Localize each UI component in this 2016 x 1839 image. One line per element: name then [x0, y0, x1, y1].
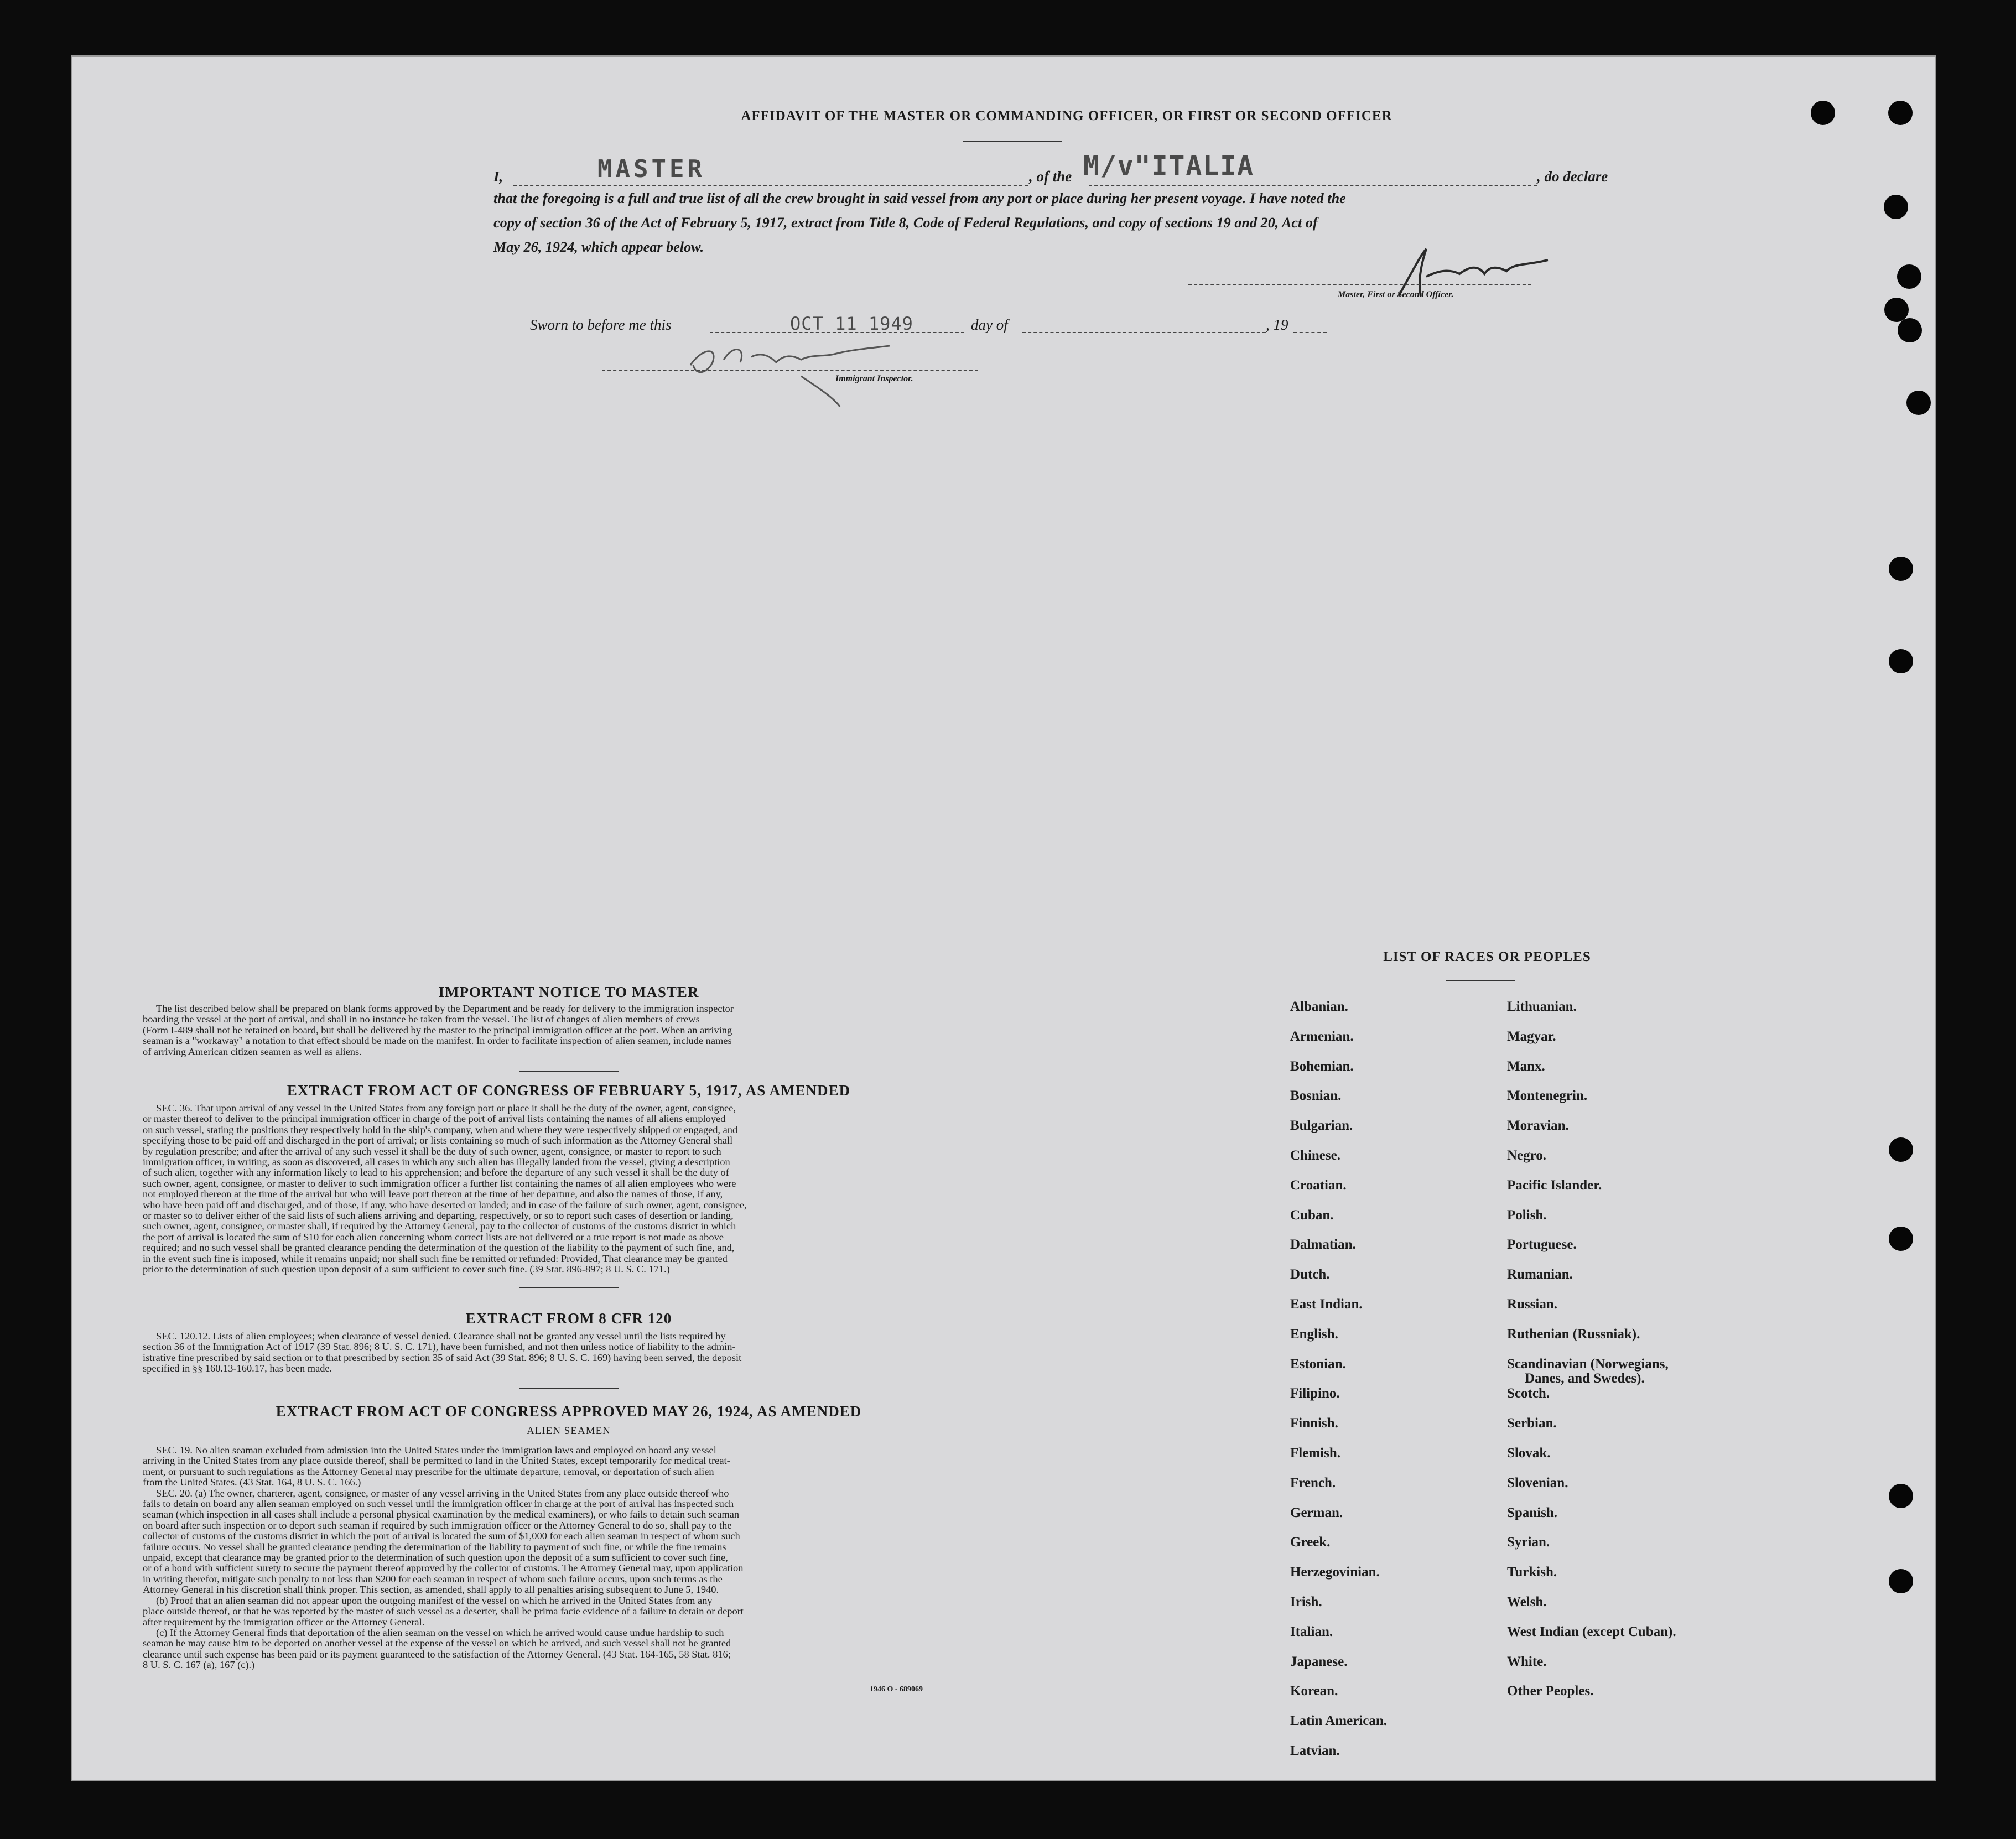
extract-cfr-title: EXTRACT FROM 8 CFR 120	[465, 1310, 672, 1327]
punch-hole	[1889, 1569, 1913, 1593]
race-item: Japanese.	[1290, 1654, 1348, 1669]
year-label: , 19	[1266, 316, 1288, 333]
extract-1917-title: EXTRACT FROM ACT OF CONGRESS OF FEBRUARY 5, 1917, AS AMENDED	[287, 1082, 851, 1099]
extract-1924-title: EXTRACT FROM ACT OF CONGRESS APPROVED MAY 26, 1924, AS AMENDED	[276, 1403, 862, 1420]
signature-caption: Master, First or Second Officer.	[1338, 290, 1454, 299]
notice-text	[143, 1004, 995, 1057]
race-item: Flemish.	[1290, 1446, 1340, 1461]
declaration-line: copy of section 36 of the Act of February 5, 1917, extract from Title 8, Code of Federal Regulations, and copy of sections 19 and 20, Act of	[493, 215, 1318, 231]
text-line: from the United States. (43 Stat. 164, 8 U. S. C. 166.)	[143, 1477, 361, 1488]
races-title: LIST OF RACES OR PEOPLES	[1383, 949, 1591, 964]
race-item: Moravian.	[1507, 1118, 1569, 1134]
i-label: I,	[493, 168, 503, 185]
text-line: The list described below shall be prepared on blank forms approved by the Department and be ready for delivery to the immigration inspector	[156, 1003, 734, 1014]
race-item: Dutch.	[1290, 1267, 1330, 1282]
text-line: (Form I-489 shall not be retained on board, but shall be delivered by the master to the principal immigration officer at the port. When an arriving	[143, 1024, 732, 1036]
text-line: Attorney General in his discretion shall think proper. This section, as amended, shall apply to all penalties arising subsequent to June 5, 1940.	[143, 1584, 719, 1596]
divider	[519, 1388, 619, 1389]
race-item: Filipino.	[1290, 1386, 1340, 1401]
race-item: Russian.	[1507, 1297, 1558, 1312]
text-line: who have been paid off and discharged, and of those, if any, who have deserted or landed; and in case of the failure of such owner, agent, consignee,	[143, 1199, 747, 1211]
text-line: or master so to deliver either of the said lists of such aliens arriving and departing, respectively, or so to report such cases of desertion or landing,	[143, 1210, 734, 1222]
race-item: Slovak.	[1507, 1446, 1551, 1461]
text-line: seaman he may cause him to be deported on another vessel at the expense of the vessel on which he arrived, and such vessel shall not be granted	[143, 1638, 731, 1649]
name-line	[513, 185, 1028, 186]
sworn-label: Sworn to before me this	[530, 316, 672, 333]
text-line: SEC. 36. That upon arrival of any vessel in the United States from any foreign port or place it shall be the duty of the owner, agent, consignee,	[156, 1103, 736, 1114]
punch-hole	[1897, 264, 1921, 289]
divider	[1446, 980, 1515, 981]
signature-line	[1188, 284, 1531, 285]
punch-hole	[1889, 1227, 1913, 1251]
text-line: seaman is a "workaway" a notation to that effect should be made on the manifest. In order to facilitate inspection of alien seamen, include names	[143, 1035, 732, 1047]
race-item: Bosnian.	[1290, 1088, 1342, 1104]
race-item: Latvian.	[1290, 1743, 1340, 1758]
text-line: place outside thereof, or that he was reported by the master of such vessel as a deserter, shall be prima facie evidence of a failure to detain or deport	[143, 1606, 744, 1617]
text-line: failure occurs. No vessel shall be granted clearance pending the determination of the liability to payment of such fine, or while the fine remains	[143, 1541, 726, 1552]
race-item: Greek.	[1290, 1535, 1331, 1550]
vessel-line	[1089, 185, 1537, 186]
declaration-line: May 26, 1924, which appear below.	[493, 239, 704, 255]
month-line	[1022, 332, 1266, 333]
text-line: seaman (which inspection in all cases shall include a personal physical examination by the medical examiners), or who fails to detain such seaman	[143, 1509, 740, 1520]
race-item: German.	[1290, 1505, 1343, 1520]
race-item: Croatian.	[1290, 1177, 1347, 1193]
race-item: Danes, and Swedes).	[1525, 1370, 1645, 1386]
inspector-caption: Immigrant Inspector.	[835, 374, 913, 383]
punch-hole	[1889, 649, 1913, 673]
text-line: boarding the vessel at the port of arrival, and shall in no instance be taken from the vessel. The list of changes of alien members of crews	[143, 1014, 700, 1025]
race-item: Ruthenian (Russniak).	[1507, 1326, 1640, 1342]
text-line: in writing therefor, mitigate such penalty to not less than $200 for each seaman in respect of whom such failure occurs, upon such terms as the	[143, 1573, 723, 1585]
race-item: Albanian.	[1290, 999, 1348, 1014]
text-line: unpaid, except that clearance may be granted prior to the determination of such question upon the deposit of a sum sufficient to cover such fine,	[143, 1552, 728, 1563]
text-line: such owner, agent, consignee, or master to deliver to such immigration officer a further list containing the names of all alien employees who were	[143, 1177, 736, 1189]
text-line: or master thereof to deliver to the principal immigration officer in charge of the port of arrival lists containing the names of all aliens employed	[143, 1113, 726, 1125]
text-line: or of a bond with sufficient surety to secure the payment thereof approved by the collector of customs. The Attorney General may, upon application	[143, 1562, 744, 1574]
inspector-signature	[674, 332, 939, 409]
text-line: fails to detain on board any alien seaman employed on such vessel until the immigration officer in charge at the port of arrival has inspected such	[143, 1498, 734, 1510]
text-line: required; and no such vessel shall be granted clearance pending the determination of the question of the liability to the payment of such fine, and,	[143, 1242, 735, 1254]
notice-title: IMPORTANT NOTICE TO MASTER	[438, 984, 699, 1000]
punch-hole	[1884, 195, 1908, 219]
race-item: Bohemian.	[1290, 1058, 1354, 1074]
master-stamp: MASTER	[597, 155, 705, 183]
race-item: Lithuanian.	[1507, 999, 1577, 1014]
race-item: East Indian.	[1290, 1297, 1363, 1312]
race-item: Irish.	[1290, 1594, 1322, 1609]
document-page	[71, 55, 1936, 1781]
date-stamp: OCT 11 1949	[790, 313, 913, 334]
race-item: Portuguese.	[1507, 1237, 1577, 1253]
text-line: on such vessel, stating the positions they respectively hold in the ship's company, when and where they were respectively shipped or engaged, and	[143, 1124, 738, 1135]
race-item: Slovenian.	[1507, 1475, 1568, 1490]
race-item: White.	[1507, 1654, 1547, 1669]
text-line: specified in §§ 160.13-160.17, has been made.	[143, 1363, 332, 1374]
text-line: the port of arrival is located the sum of $10 for each alien concerning whom correct lists are not delivered or a true report is not made as above	[143, 1231, 724, 1243]
extract-1924-text	[143, 1445, 995, 1671]
race-item: Syrian.	[1507, 1535, 1550, 1550]
race-item: Polish.	[1507, 1207, 1547, 1223]
punch-hole	[1906, 391, 1931, 415]
race-item: Herzegovinian.	[1290, 1565, 1380, 1580]
text-line: specifying those to be paid off and discharged in the port of arrival; or lists containing so much of such information as the Attorney General shall	[143, 1135, 733, 1146]
extract-1917-text	[143, 1103, 995, 1275]
text-line: of arriving American citizen seamen as well as aliens.	[143, 1046, 362, 1057]
text-line: after requirement by the immigration officer or the Attorney General.	[143, 1616, 425, 1628]
race-item: Manx.	[1507, 1058, 1545, 1074]
text-line: prior to the determination of such question upon deposit of a sum sufficient to cover such fine. (39 Stat. 896-897; 8 U. S. C. 171.)	[143, 1264, 670, 1275]
vessel-name: M/v"ITALIA	[1083, 150, 1254, 181]
race-item: Negro.	[1507, 1148, 1547, 1163]
race-item: Rumanian.	[1507, 1267, 1573, 1282]
race-item: Estonian.	[1290, 1356, 1346, 1372]
punch-hole	[1889, 1484, 1913, 1508]
race-item: Latin American.	[1290, 1713, 1387, 1729]
text-line: collector of customs of the customs district in which the port of arrival is located the sum of $1,000 for each alien seaman in respect of whom such	[143, 1530, 740, 1542]
declare-label: , do declare	[1537, 168, 1608, 185]
race-item: Other Peoples.	[1507, 1684, 1594, 1699]
text-line: ment, or pursuant to such regulations as the Attorney General may prescribe for the ultimate departure, removal, or deportation of such alien	[143, 1466, 714, 1477]
race-item: Welsh.	[1507, 1594, 1547, 1609]
text-line: (c) If the Attorney General finds that deportation of the alien seaman on the vessel on which he arrived would cause undue hardship to such	[156, 1627, 724, 1638]
divider	[519, 1071, 619, 1072]
text-line: SEC. 120.12. Lists of alien employees; when clearance of vessel denied. Clearance shall not be granted any vessel until the lists required by	[156, 1331, 726, 1342]
text-line: SEC. 19. No alien seaman excluded from admission into the United States under the immigration laws and employed on board any vessel	[156, 1445, 716, 1456]
text-line: of such alien, together with any information likely to lead to his apprehension; and before the departure of any such vessel it shall be the duty of	[143, 1167, 729, 1178]
race-item: Armenian.	[1290, 1028, 1354, 1044]
punch-hole	[1898, 318, 1922, 342]
text-line: section 36 of the Immigration Act of 1917 (39 Stat. 896; 8 U. S. C. 171), have been furnished, and not then unless notice of liability to the admin-	[143, 1341, 736, 1353]
race-item: Chinese.	[1290, 1148, 1340, 1163]
text-line: immigration officer, in writing, as soon as discovered, all cases in which any such alien has illegally landed from the vessel, giving a description	[143, 1156, 730, 1168]
inspector-line	[602, 370, 978, 371]
declaration-line: that the foregoing is a full and true list of all the crew brought in said vessel from any port or place during her present voyage. I have noted the	[493, 190, 1346, 206]
race-item: Cuban.	[1290, 1207, 1334, 1223]
race-item: Turkish.	[1507, 1565, 1557, 1580]
race-item: Montenegrin.	[1507, 1088, 1588, 1104]
text-line: not employed thereon at the time of the arrival but who will leave port thereon at the time of her departure, and also the names of those, if any,	[143, 1188, 723, 1200]
text-line: (b) Proof that an alien seaman did not appear upon the outgoing manifest of the vessel on which he arrived in the United States from any	[156, 1594, 713, 1606]
year-line	[1293, 332, 1327, 333]
race-item: French.	[1290, 1475, 1336, 1490]
race-item: West Indian (except Cuban).	[1507, 1624, 1676, 1639]
text-line: on board after such inspection or to deport such seaman if required by such immigration officer or the Attorney General to do so, shall pay to the	[143, 1519, 732, 1531]
race-item: Scotch.	[1507, 1386, 1550, 1401]
text-line: SEC. 20. (a) The owner, charterer, agent, consignee, or master of any vessel arriving in the United States from any place outside thereof who	[156, 1487, 729, 1499]
punch-hole	[1888, 101, 1913, 125]
alien-seamen-subtitle: ALIEN SEAMEN	[527, 1425, 611, 1437]
race-item: Pacific Islander.	[1507, 1177, 1602, 1193]
text-line: 8 U. S. C. 167 (a), 167 (c).)	[143, 1659, 255, 1671]
text-line: arriving in the United States from any place outside thereof, shall be permitted to land in the United States, except temporarily for medical treat-	[143, 1455, 730, 1467]
text-line: clearance until such expense has been paid or its payment guaranteed to the satisfaction of the Attorney General. (43 Stat. 164-165, 58 Stat. 816;	[143, 1648, 731, 1660]
race-item: Finnish.	[1290, 1416, 1338, 1431]
divider	[519, 1287, 619, 1288]
day-of-label: day of	[971, 316, 1008, 333]
race-item: English.	[1290, 1326, 1338, 1342]
race-item: Spanish.	[1507, 1505, 1558, 1520]
text-line: such owner, agent, consignee, or master shall, if required by the Attorney General, pay to the collector of customs of the customs district in which	[143, 1220, 736, 1232]
of-the-label: , of the	[1029, 168, 1072, 185]
race-item: Korean.	[1290, 1684, 1338, 1699]
race-item: Serbian.	[1507, 1416, 1557, 1431]
divider	[963, 141, 1062, 142]
extract-cfr-text	[143, 1331, 995, 1374]
text-line: in the event such fine is imposed, while it remains unpaid; nor shall such fine be remitted or refunded: Provided, That clearance may be granted	[143, 1253, 728, 1264]
punch-hole	[1889, 1137, 1913, 1162]
punch-hole	[1811, 101, 1835, 125]
race-item: Magyar.	[1507, 1028, 1556, 1044]
race-item: Dalmatian.	[1290, 1237, 1356, 1253]
print-code: 1946 O - 689069	[870, 1685, 923, 1693]
race-item: Scandinavian (Norwegians,	[1507, 1356, 1669, 1372]
punch-hole	[1889, 557, 1913, 581]
affidavit-title: AFFIDAVIT OF THE MASTER OR COMMANDING OFFICER, OR FIRST OR SECOND OFFICER	[741, 108, 1393, 123]
text-line: by regulation prescribe; and after the arrival of any such vessel it shall be the duty of such owner, agent, consignee, or master to report to such	[143, 1145, 721, 1157]
race-item: Italian.	[1290, 1624, 1333, 1639]
race-item: Bulgarian.	[1290, 1118, 1353, 1134]
text-line: istrative fine prescribed by said section or to that prescribed by section 35 of said Act (39 Stat. 896; 8 U. S. C. 169) having been served, the deposit	[143, 1352, 742, 1363]
